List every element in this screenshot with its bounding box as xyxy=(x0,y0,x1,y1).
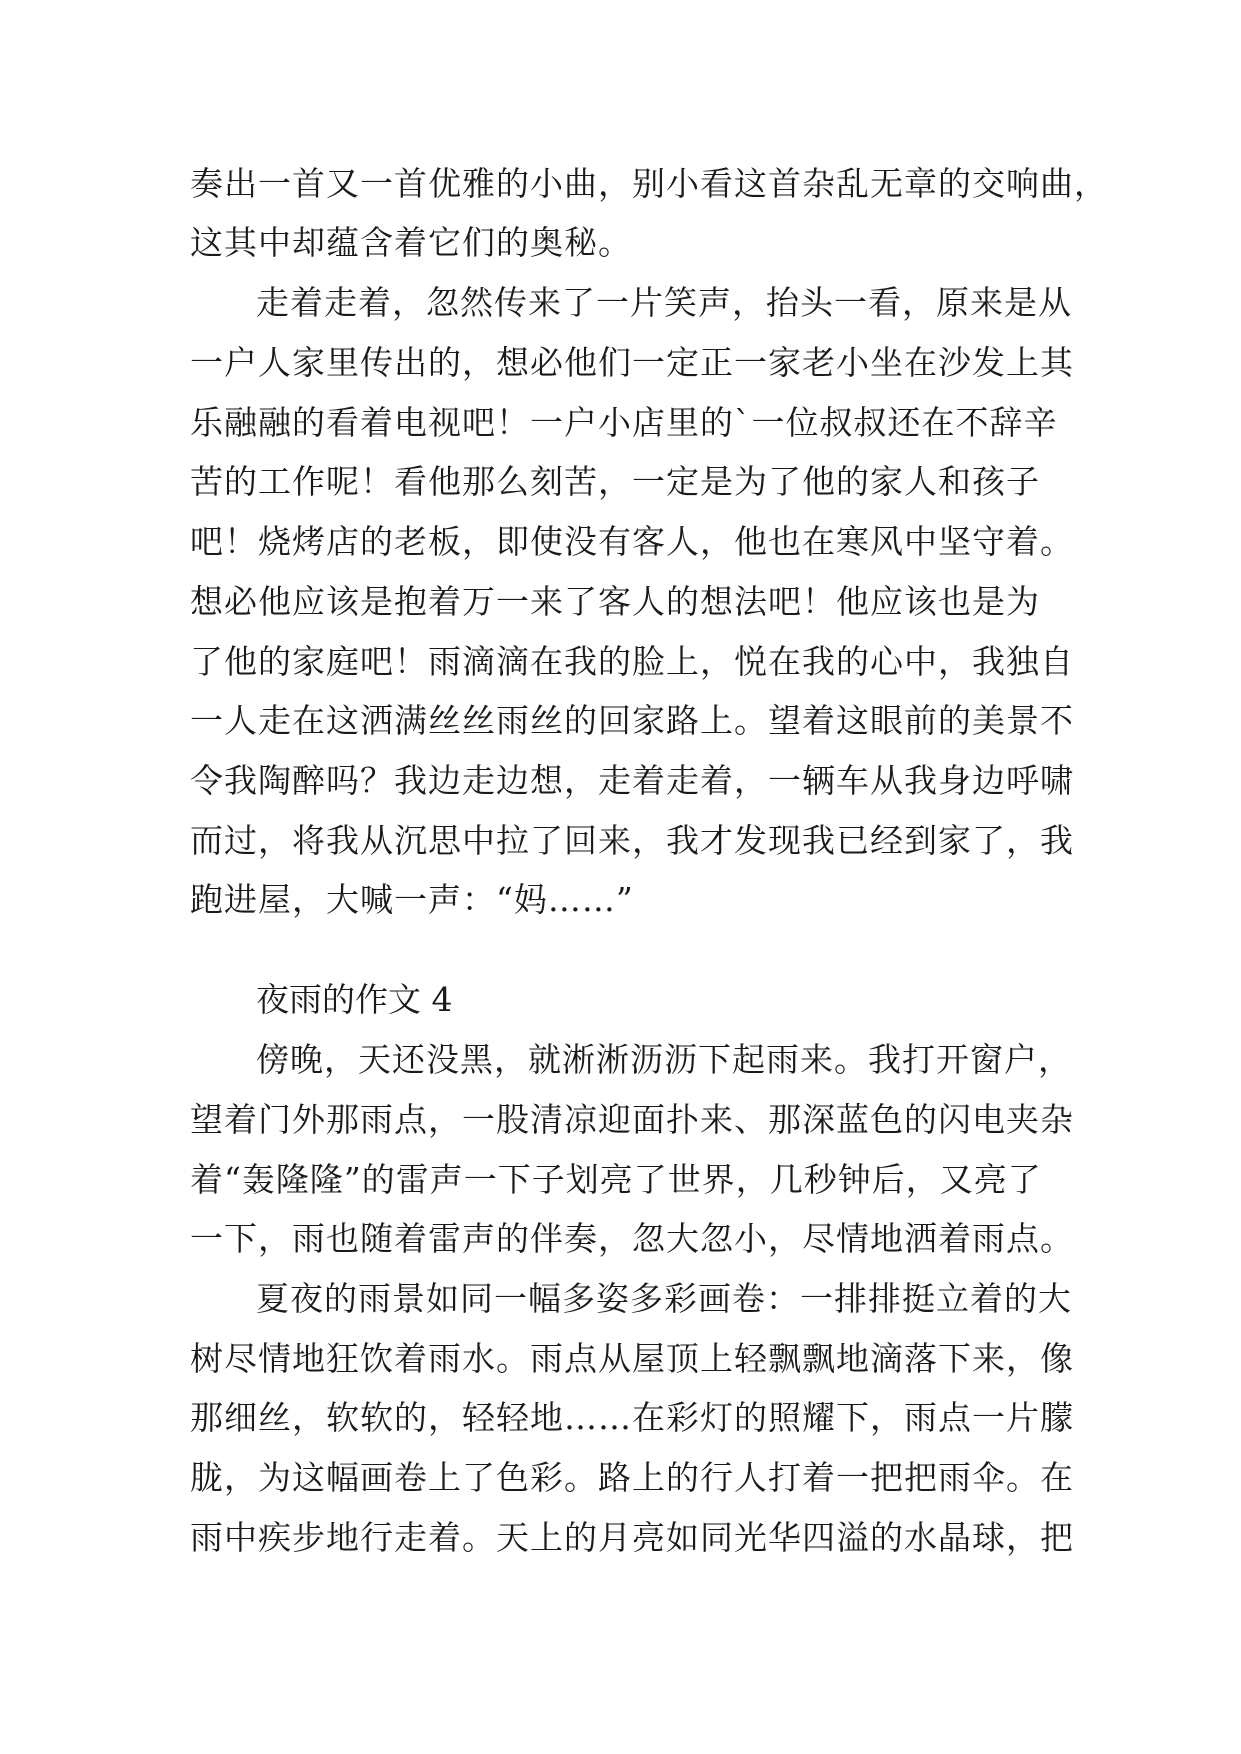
text-line: 傍晚，天还没黑，就淅淅沥沥下起雨来。我打开窗户， xyxy=(256,1040,1072,1079)
text-line: 奏出一首又一首优雅的小曲，别小看这首杂乱无章的交响曲， xyxy=(190,164,1108,203)
text-line: 而过，将我从沉思中拉了回来，我才发现我已经到家了，我 xyxy=(190,821,1074,860)
text-line: 雨中疾步地行走着。天上的月亮如同光华四溢的水晶球，把 xyxy=(190,1518,1074,1557)
section-heading: 夜雨的作文 4 xyxy=(256,980,453,1019)
text-line: 这其中却蕴含着它们的奥秘。 xyxy=(190,223,632,262)
text-line: 跑进屋，大喊一声：“妈……” xyxy=(190,880,634,919)
text-line: 令我陶醉吗？我边走边想，走着走着，一辆车从我身边呼啸 xyxy=(190,761,1074,800)
text-line: 望着门外那雨点，一股清凉迎面扑来、那深蓝色的闪电夹杂 xyxy=(190,1100,1074,1139)
text-line: 想必他应该是抱着万一来了客人的想法吧！他应该也是为 xyxy=(190,582,1040,621)
text-line: 一人走在这洒满丝丝雨丝的回家路上。望着这眼前的美景不 xyxy=(190,701,1074,740)
text-line: 吧！烧烤店的老板，即使没有客人，他也在寒风中坚守着。 xyxy=(190,522,1074,561)
text-line: 着“轰隆隆”的雷声一下子划亮了世界，几秒钟后，又亮了 xyxy=(190,1160,1042,1199)
text-line: 胧，为这幅画卷上了色彩。路上的行人打着一把把雨伞。在 xyxy=(190,1458,1074,1497)
text-line: 走着走着，忽然传来了一片笑声，抬头一看，原来是从 xyxy=(256,283,1072,322)
text-line: 乐融融的看着电视吧！一户小店里的`一位叔叔还在不辞辛 xyxy=(190,403,1058,442)
text-line: 一下，雨也随着雷声的伴奏，忽大忽小，尽情地洒着雨点。 xyxy=(190,1219,1074,1258)
text-line: 一户人家里传出的，想必他们一定正一家老小坐在沙发上其 xyxy=(190,343,1074,382)
text-line: 那细丝，软软的，轻轻地……在彩灯的照耀下，雨点一片朦 xyxy=(190,1398,1074,1437)
text-line: 苦的工作呢！看他那么刻苦，一定是为了他的家人和孩子 xyxy=(190,462,1040,501)
text-line: 了他的家庭吧！雨滴滴在我的脸上，悦在我的心中，我独自 xyxy=(190,642,1074,681)
text-line: 夏夜的雨景如同一幅多姿多彩画卷：一排排挺立着的大 xyxy=(256,1279,1072,1318)
text-line: 树尽情地狂饮着雨水。雨点从屋顶上轻飘飘地滴落下来，像 xyxy=(190,1339,1074,1378)
